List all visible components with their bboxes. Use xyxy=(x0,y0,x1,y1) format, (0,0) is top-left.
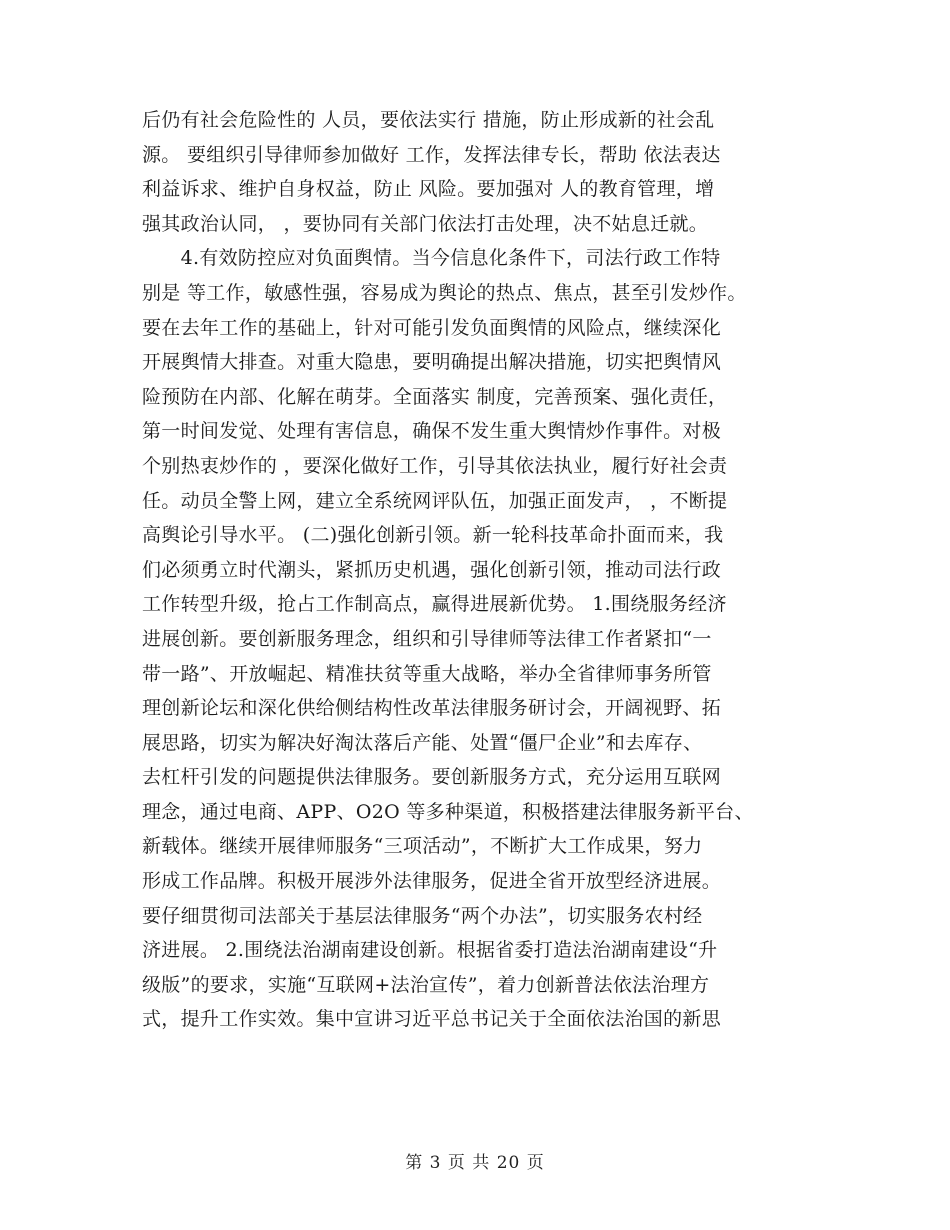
page-number-footer: 第 3 页 共 20 页 xyxy=(405,1153,545,1173)
text-line: 任。动员全警上网，建立全系统网评队伍，加强正面发声， ，不断提 xyxy=(142,489,728,512)
text-line: 展思路，切实为解决好淘汰落后产能、处置“僵尸企业”和去库存、 xyxy=(142,731,703,754)
text-line: 高舆论引导水平。 (二)强化创新引领。新一轮科技革命扑面而来，我 xyxy=(142,524,724,547)
text-line: 后仍有社会危险性的 人员，要依法实行 措施，防止形成新的社会乱 xyxy=(142,109,715,131)
text-line: 形成工作品牌。积极开展涉外法律服务，促进全省开放型经济进展。 xyxy=(142,870,722,893)
text-line: 个别热衷炒作的 ，要深化做好工作，引导其依法执业，履行好社会责 xyxy=(142,454,728,477)
text-line: 4.有效防控应对负面舆情。当今信息化条件下，司法行政工作特 xyxy=(142,247,721,270)
text-line: 强其政治认同， ，要协同有关部门依法打击处理，决不姑息迁就。 xyxy=(142,212,709,235)
text-line: 源。 要组织引导律师参加做好 工作，发挥法律专长，帮助 依法表达 xyxy=(142,143,721,166)
text-line: 新载体。继续开展律师服务“三项活动”，不断扩大工作成果，努力 xyxy=(142,835,703,858)
text-line: 要在去年工作的基础上，针对可能引发负面舆情的风险点，继续深化 xyxy=(142,316,722,339)
text-line: 式，提升工作实效。集中宣讲习近平总书记关于全面依法治国的新思 xyxy=(142,1008,722,1031)
text-line: 开展舆情大排查。对重大隐患，要明确提出解决措施，切实把舆情风 xyxy=(142,351,722,374)
text-line: 险预防在内部、化解在萌芽。全面落实 制度，完善预案、强化责任， xyxy=(142,385,728,408)
text-line: 要仔细贯彻司法部关于基层法律服务“两个办法”，切实服务农村经 xyxy=(142,904,703,927)
text-line: 去杠杆引发的问题提供法律服务。要创新服务方式，充分运用互联网 xyxy=(142,766,722,789)
text-line: 第一时间发觉、处理有害信息，确保不发生重大舆情炒作事件。对极 xyxy=(142,420,722,443)
text-line: 济进展。 2.围绕法治湖南建设创新。根据省委打造法治湖南建设“升 xyxy=(142,939,718,962)
text-line: 级版”的要求，实施“互联网+法治宣传”，着力创新普法依法治理方 xyxy=(142,973,710,996)
text-line: 理创新论坛和深化供给侧结构性改革法律服务研讨会，开阔视野、拓 xyxy=(142,697,722,720)
document-body xyxy=(142,103,822,1037)
text-line: 工作转型升级，抢占工作制高点，赢得进展新优势。 1.围绕服务经济 xyxy=(142,593,727,616)
text-line: 别是 等工作，敏感性强，容易成为舆论的热点、焦点，甚至引发炒作。 xyxy=(142,281,747,304)
text-line: 利益诉求、维护自身权益，防止 风险。要加强对 人的教育管理，增 xyxy=(142,178,715,201)
text-line: 进展创新。要创新服务理念，组织和引导律师等法律工作者紧扣“一 xyxy=(142,627,712,650)
text-line: 们必须勇立时代潮头，紧抓历史机遇，强化创新引领，推动司法行政 xyxy=(142,558,722,581)
text-line: 带一路”、开放崛起、精准扶贫等重大战略，举办全省律师事务所管 xyxy=(142,662,712,685)
text-line: 理念，通过电商、APP、O2O 等多种渠道，积极搭建法律服务新平台、 xyxy=(142,800,754,823)
